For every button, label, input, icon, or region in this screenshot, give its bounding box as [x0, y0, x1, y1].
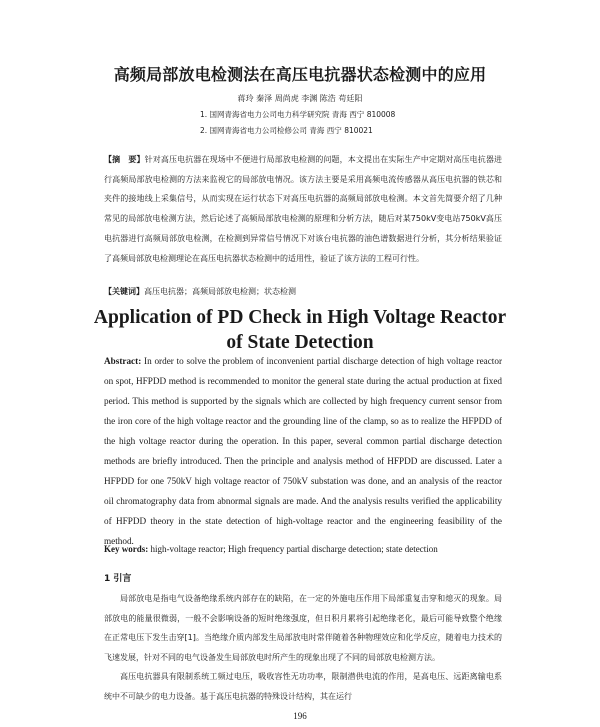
page-number: 196	[293, 711, 307, 721]
chinese-abstract	[104, 150, 502, 268]
chinese-abstract-text: 针对高压电抗器在现场中不便进行局部放电检测的问题，本文提出在实际生产中定期对高压电抗器进行高频局部放电检测的方法来监视它的局部放电情况。该方法主要是采用高频电流传感器从高压电抗器的铁芯和夹件的接地线上采集信号，从而实现在运行状态下对高压电抗器的高频局部放电检测。本文首先简要介绍了几种常见的局部放电检测方法，然后论述了高频局部放电检测的原理和分析方法，随后对某750kV变电站750kV高压电抗器进行高频局部放电检测，在检测到异常信号情况下对该台电抗器的油色谱数据进行分析，其分析结果验证了高频局部放电检测理论在高压电抗器状态检测中的适用性，验证了该方法的工程可行性。	[104, 155, 502, 263]
affiliation-2: 2. 国网青海省电力公司检修公司 青海 西宁 810021	[200, 126, 373, 135]
english-keywords-label: Key words:	[104, 544, 149, 554]
section-heading-introduction: 1 引言	[104, 574, 132, 584]
chinese-keywords	[104, 286, 502, 297]
body-paragraph-2: 高压电抗器具有限制系统工频过电压，吸收容性无功功率，限制潜供电流的作用，是高电压、远距离输电系统中不可缺少的电力设备。基于高压电抗器的特殊设计结构，其在运行	[104, 672, 502, 701]
english-title-line-1: Application of PD Check in High Voltage Reactor	[93, 307, 507, 328]
english-abstract	[104, 352, 502, 552]
english-title	[60, 305, 540, 355]
body-paragraph-1: 局部放电是指电气设备绝缘系统内部存在的缺陷，在一定的外施电压作用下局部重复击穿和熄灭的现象。局部放电的能量很微弱，一般不会影响设备的短时绝缘强度，但日积月累将引起绝缘老化，最后可能导致整个绝缘在正常电压下发生击穿[1]。当绝缘介质内部发生局部放电时常伴随着各种物理效应和化学反应，随着电力技术的飞速发展，针对不同的电气设备发生局部放电时所产生的现象出现了不同的局部放电检测方法。	[104, 594, 502, 662]
chinese-keywords-label: 【关键词】	[104, 287, 144, 296]
english-title-line-2: of State Detection	[226, 332, 374, 353]
english-keywords	[104, 544, 502, 554]
english-abstract-text: In order to solve the problem of inconvenient partial discharge detection of high voltage reactor on spot, HFPDD method is recommended to monitor the general state during the actual production at fixed period. This method is supported by the signals which are collected by high frequency current sensor from the iron core of the high voltage reactor and the grounding line of the clamp, so as to realize the HFPDD of the high voltage reactor during the operation. In this paper, several common partial discharge detection methods are briefly introduced. Then the principle and analysis method of HFPDD are discussed. Later a HFPDD for one 750kV high voltage reactor of 750kV substation was done, and an analysis of the reactor oil chromatography data from abnormal signals are made. And the analysis results verified the applicability of HFPDD theory in the state detection of high-voltage reactor and the engineering feasibility of the method.	[104, 356, 503, 546]
chinese-abstract-label: 【摘 要】	[104, 155, 145, 164]
chinese-keywords-text: 高压电抗器；高频局部放电检测；状态检测	[144, 287, 296, 296]
english-keywords-text: high-voltage reactor; High frequency partial discharge detection; state detection	[150, 544, 438, 554]
chinese-title: 高频局部放电检测法在高压电抗器状态检测中的应用	[113, 65, 487, 84]
affiliation-1: 1. 国网青海省电力公司电力科学研究院 青海 西宁 810008	[200, 110, 396, 119]
english-abstract-label: Abstract:	[104, 356, 142, 366]
authors: 蒋玲 秦泽 周尚虎 李渊 陈浩 苟廷阳	[237, 94, 363, 103]
